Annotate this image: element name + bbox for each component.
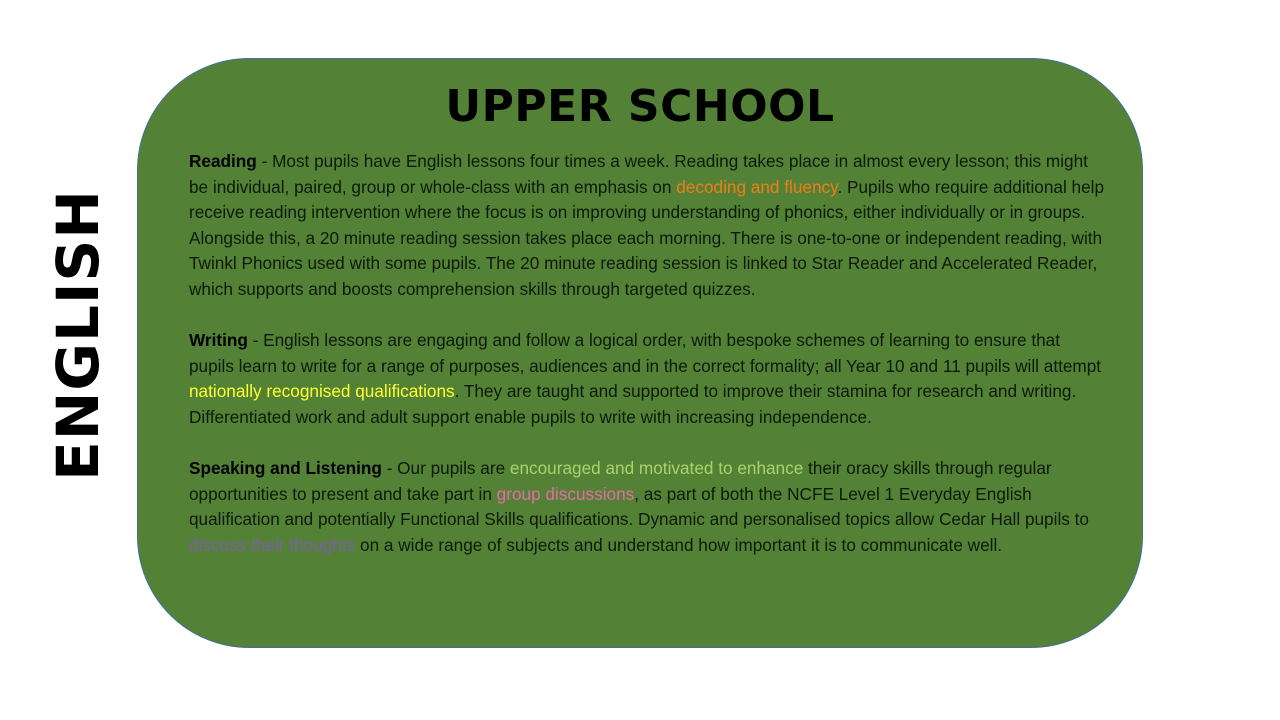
writing-paragraph: [189, 328, 1109, 430]
speaking-highlight-group-discussions: group discussions: [496, 483, 635, 504]
writing-highlight-qualifications: nationally recognised qualifications: [189, 381, 455, 402]
side-title: [44, 189, 112, 481]
speaking-highlight-discuss-thoughts: discuss their thoughts: [189, 534, 356, 555]
reading-text-1: - Most pupils have English lessons four times a week. Reading takes place in almost every lesson; this might be individual, paired, group or whole-class with an emphasis on: [189, 151, 1088, 197]
side-title-text: ENGLISH: [44, 189, 112, 481]
panel-content: [189, 149, 1109, 584]
writing-text-2: . They are taught and supported to improve their stamina for research and writing. Differentiated work and adult support enable pupils to write with increasing independence.: [189, 381, 1077, 427]
speaking-highlight-encouraged: encouraged and motivated to enhance: [509, 458, 804, 479]
writing-heading: Writing: [189, 330, 248, 351]
speaking-text-1: - Our pupils are: [381, 458, 510, 479]
writing-text-1: - English lessons are engaging and follow a logical order, with bespoke schemes of learning to ensure that pupils learn to write for a range of purposes, audiences and in the correct formality; all Year 10 and 11 pupils will attempt: [189, 330, 1102, 376]
reading-paragraph: [189, 149, 1109, 303]
speaking-listening-heading: Speaking and Listening: [189, 458, 382, 479]
upper-school-panel: [137, 58, 1143, 648]
speaking-text-2: their oracy skills through regular opportunities to present and take part in: [189, 458, 1052, 504]
reading-highlight-decoding: decoding and fluency: [676, 176, 838, 197]
reading-text-2: . Pupils who require additional help receive reading intervention where the focus is on improving understanding of phonics, either individually or in groups. Alongside this, a 20 minute reading session takes place each morning. There is one-to-one or independent reading, with Twinkl Phonics used with some pupils. The 20 minute reading session is linked to Star Reader and Accelerated Reader, which supports and boosts comprehension skills through targeted quizzes.: [189, 176, 1105, 299]
speaking-text-3: , as part of both the NCFE Level 1 Everyday English qualification and potentially Functional Skills qualifications. Dynamic and personalised topics allow Cedar Hall pupils to: [189, 483, 1089, 530]
speaking-listening-paragraph: [189, 456, 1109, 558]
reading-heading: Reading: [189, 151, 257, 171]
panel-title: UPPER SCHOOL: [445, 81, 835, 132]
speaking-text-4: on a wide range of subjects and understand how important it is to communicate well.: [355, 534, 1003, 555]
